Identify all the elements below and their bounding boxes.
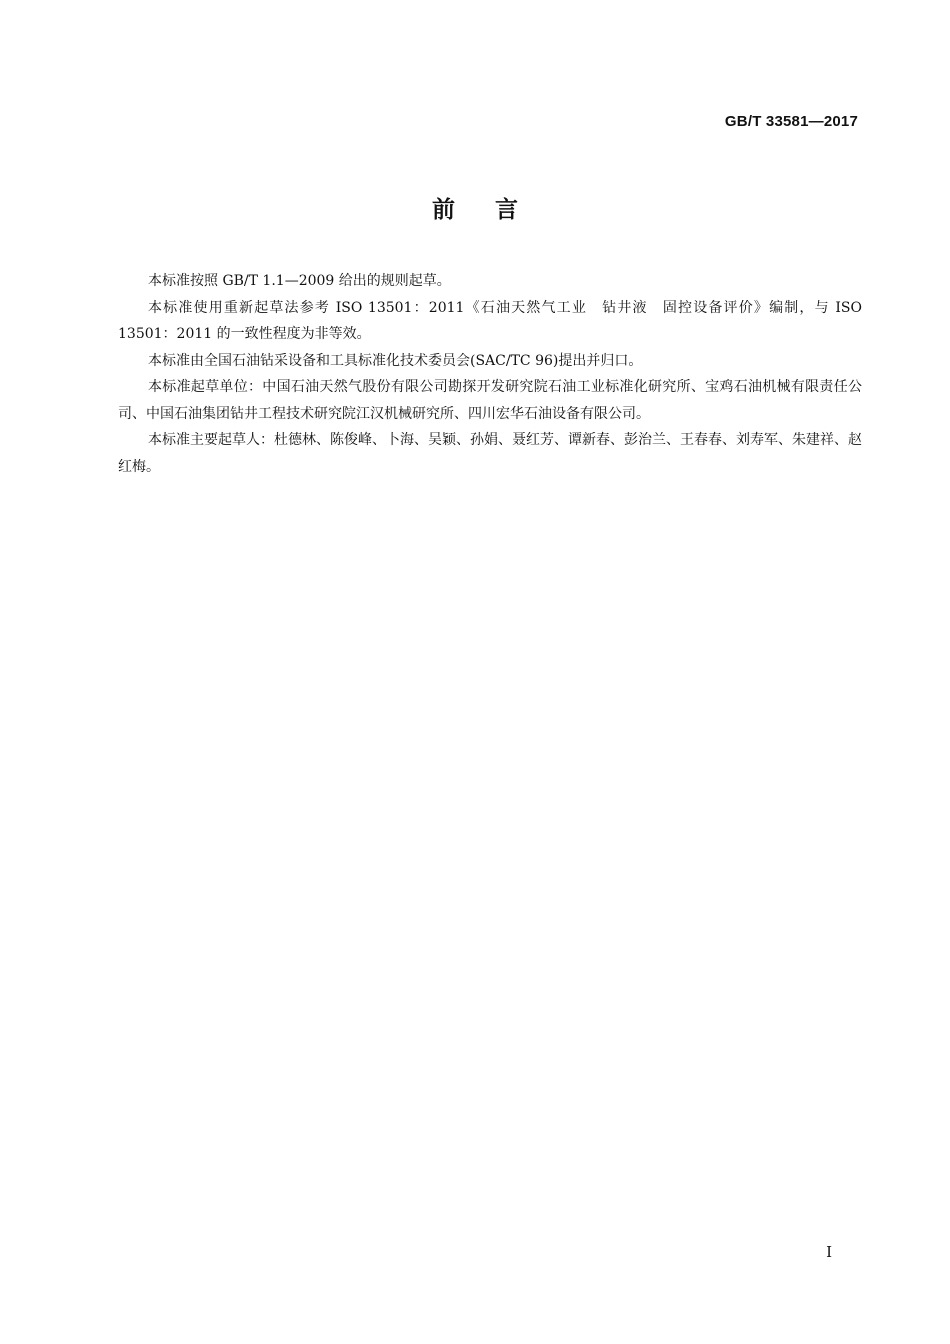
paragraph-proposing-committee: 本标准由全国石油钻采设备和工具标准化技术委员会(SAC/TC 96)提出并归口。 (148, 352, 643, 369)
preface-body (118, 268, 862, 480)
paragraph-drafting-rules: 本标准按照 GB/T 1.1—2009 给出的规则起草。 (148, 273, 451, 289)
paragraph-main-drafters: 本标准主要起草人：杜德林、陈俊峰、卜海、吴颖、孙娟、聂红芳、谭新春、彭治兰、王春春、刘寿军、朱建祥、赵红梅。 (118, 432, 862, 475)
standard-code: GB/T 33581—2017 (724, 113, 858, 130)
page-number: I (826, 1243, 832, 1261)
paragraph-reference-standard: 本标准使用重新起草法参考 ISO 13501：2011《石油天然气工业 钻井液 固控设备评价》编制，与 ISO 13501：2011 的一致性程度为非等效。 (118, 299, 862, 342)
page-title: 前言 (432, 197, 558, 223)
paragraph-drafting-units: 本标准起草单位：中国石油天然气股份有限公司勘探开发研究院石油工业标准化研究所、宝鸡石油机械有限责任公司、中国石油集团钻井工程技术研究院江汉机械研究所、四川宏华石油设备有限公司。 (118, 379, 862, 422)
